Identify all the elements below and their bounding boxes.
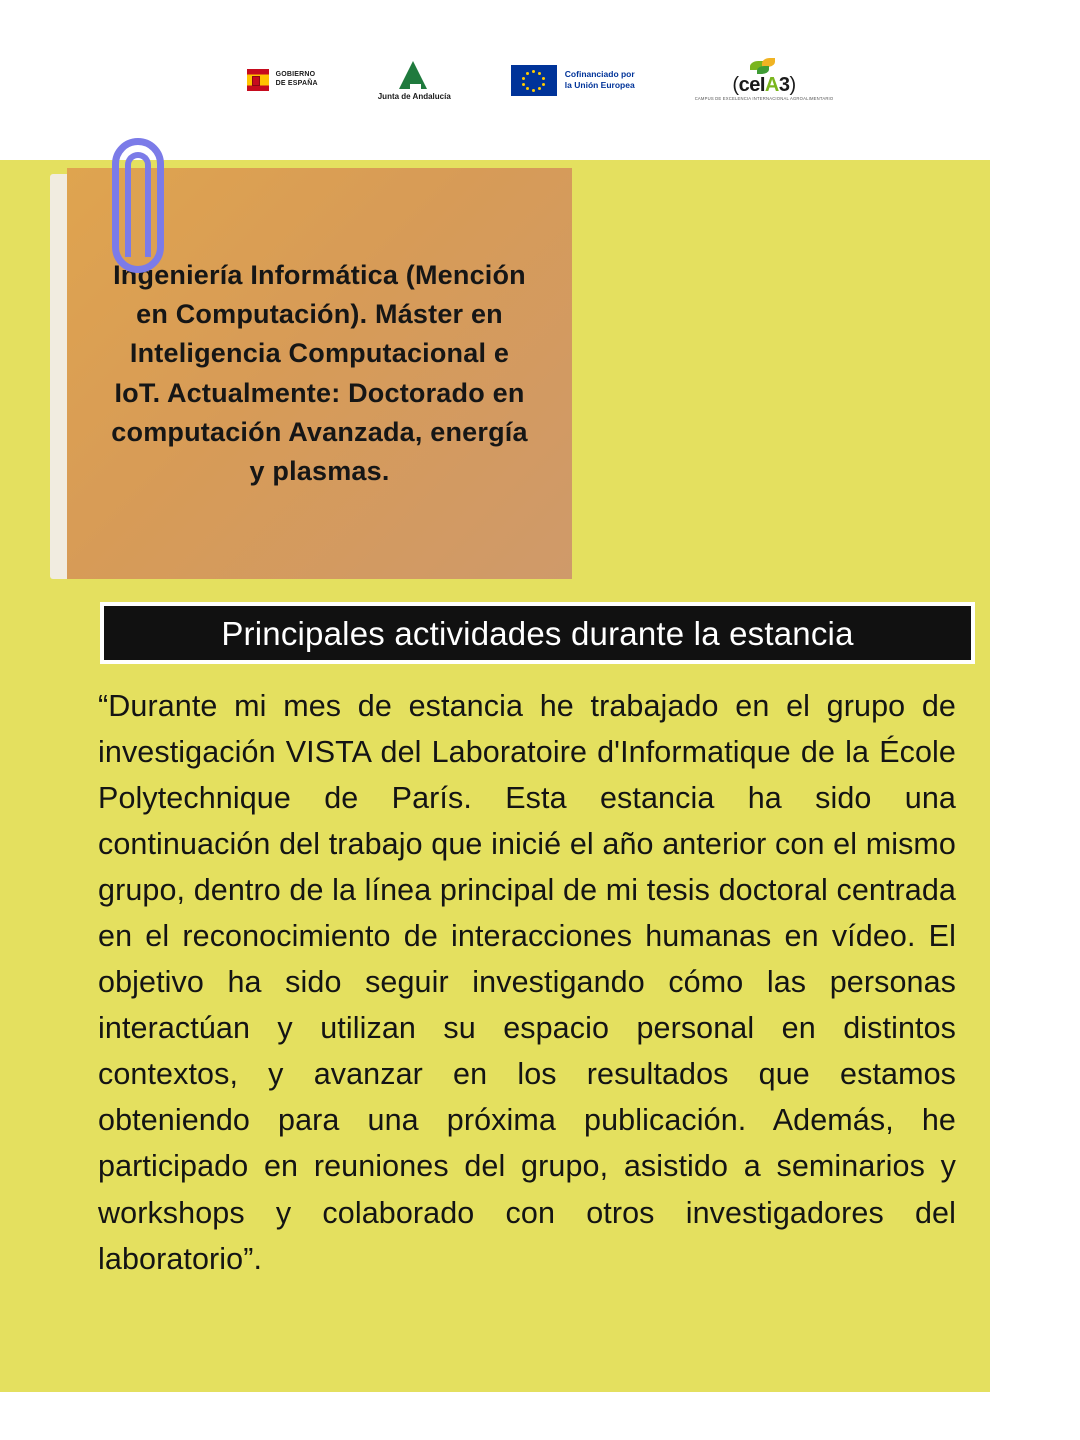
eu-flag-icon (511, 65, 557, 96)
junta-de-andalucia-logo (378, 50, 451, 110)
junta-de-andalucia-label: Junta de Andalucía (377, 92, 451, 101)
paperclip-inner-icon (125, 152, 151, 257)
logo-band (0, 0, 1080, 160)
ceia3-logo (695, 50, 834, 110)
profile-bio-text: Ingeniería Informática (Mención en Computación). Máster en Inteligencia Computacional e IoT. Actualmente: Doctorado en computación Avanzada, energía y plasmas. (111, 260, 528, 486)
ceia3-tagline: CAMPUS DE EXCELENCIA INTERNACIONAL AGROALIMENTARIO (694, 96, 834, 102)
leaf-icon (744, 58, 784, 74)
union-europea-logo (511, 50, 635, 110)
spain-flag-icon (247, 69, 269, 91)
section-heading-label: Principales actividades durante la estancia (221, 614, 854, 652)
union-europea-label: Cofinanciado por la Unión Europea (564, 68, 635, 90)
junta-a-icon (395, 59, 433, 89)
section-paragraph: “Durante mi mes de estancia he trabajado en el grupo de investigación VISTA del Laboratoire d'Informatique de la École Polytechnique de París. Esta estancia ha sido una continuación del trabajo que inicié el año anterior con el mismo grupo, dentro de la línea principal de mi tesis doctoral centrada en el reconocimiento de interacciones humanas en vídeo. El objetivo ha sido seguir investigando cómo las personas interactúan y utilizan su espacio personal en distintos contextos, y avanzar en los resultados que estamos obteniendo para una próxima publicación. Además, he participado en reuniones del grupo, asistido a seminarios y workshops y colaborado con otros investigadores del laboratorio”. (98, 689, 956, 1276)
section-heading (100, 602, 975, 664)
gobierno-de-espana-label: GOBIERNO DE ESPAÑA (275, 71, 318, 87)
gobierno-de-espana-logo (247, 50, 318, 110)
ceia3-wordmark: (ceIA3) (732, 74, 796, 97)
